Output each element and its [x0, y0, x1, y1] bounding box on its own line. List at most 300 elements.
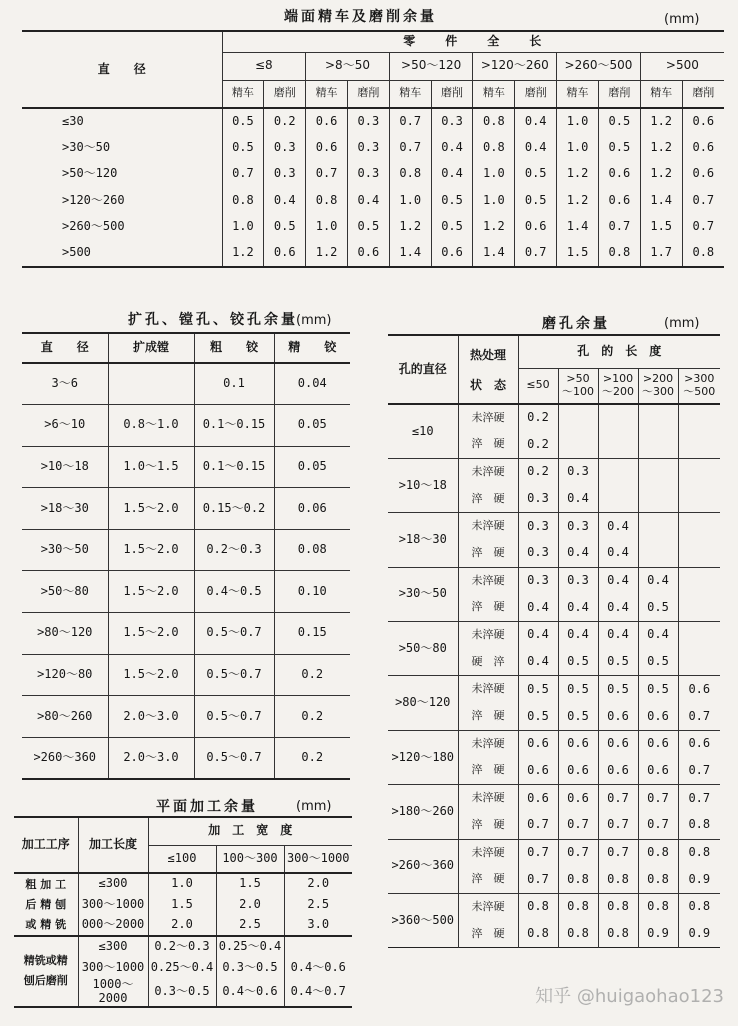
heat-label-line: 状 态: [469, 377, 506, 392]
table-cell: 0.7: [598, 785, 638, 812]
table-cell: [598, 486, 638, 513]
table-cell: 0.8: [518, 893, 558, 920]
t3-unit: (mm): [296, 799, 332, 814]
table-cell: [678, 404, 720, 431]
table-cell: 0.8～1.0: [108, 405, 194, 447]
hole-diameter-cell: >180～260: [388, 785, 458, 839]
data-row: [22, 405, 350, 447]
heat-state-cell: 淬 硬: [458, 812, 518, 839]
diameter-cell: >80～260: [22, 696, 108, 738]
table-cell: 0.1～0.15: [194, 405, 274, 447]
table-cell: 1.5～2.0: [108, 613, 194, 655]
table-cell: 0.4: [558, 540, 598, 567]
table-cell: 0.5: [598, 676, 638, 703]
table-cell: 1.0: [148, 873, 216, 894]
table-cell: 0.5: [347, 214, 389, 241]
t4-title: 磨孔余量: [542, 316, 610, 332]
heat-state-cell: 未淬硬: [458, 730, 518, 757]
t2-title: 扩孔、镗孔、铰孔余量: [128, 312, 298, 328]
table-cell: 0.15: [274, 613, 350, 655]
hole-length-line: ～500: [683, 384, 716, 398]
table-cell: [284, 936, 352, 957]
width-value: 300～1000: [284, 845, 352, 873]
table-cell: 0.4: [558, 622, 598, 649]
table-cell: 0.2: [274, 654, 350, 696]
diameter-cell: >50～120: [22, 161, 222, 188]
length-header: 加工长度: [78, 817, 148, 873]
length-group: >50～120: [389, 52, 473, 80]
column-header: 粗 铰: [194, 333, 274, 363]
table-cell: 0.3: [431, 108, 473, 135]
table-cell: 0.3: [558, 458, 598, 485]
table-cell: 0.6: [347, 241, 389, 268]
table-cell: 0.6: [638, 703, 678, 730]
table-cell: [638, 404, 678, 431]
hole-length-line: >300: [684, 372, 715, 386]
t1-title: 端面精车及磨削余量: [284, 9, 437, 25]
table-cell: 0.6: [558, 757, 598, 784]
t1-unit: (mm): [664, 12, 700, 27]
heat-state-cell: 淬 硬: [458, 757, 518, 784]
table-cell: 0.6: [431, 241, 473, 268]
table-cell: [638, 458, 678, 485]
watermark: 知乎 @huigaohao123: [535, 986, 724, 1007]
table-cell: 0.7: [518, 866, 558, 893]
heat-state-cell: 淬 硬: [458, 594, 518, 621]
t3-title: 平面加工余量: [156, 799, 258, 815]
table-cell: 0.8: [473, 108, 515, 135]
table-cell: 0.7: [222, 161, 264, 188]
table-cell: 0.7: [515, 241, 557, 268]
table-cell: [598, 404, 638, 431]
hole-length-line: >200: [642, 372, 674, 386]
diameter-cell: >260～500: [22, 214, 222, 241]
table-cell: 0.7: [692, 192, 715, 207]
table-cell: 0.5: [638, 676, 678, 703]
hole-diameter-header: 孔的直径: [388, 335, 458, 404]
table-cell: 0.6: [688, 736, 711, 751]
heat-label-line: 热处理: [469, 347, 506, 362]
table-cell: 2.0: [148, 915, 216, 936]
table-cell: 0.8: [692, 245, 715, 260]
heat-state-cell: 淬 硬: [458, 540, 518, 567]
table-cell: 0.2: [274, 696, 350, 738]
table-cell: 0.4: [598, 513, 638, 540]
table-cell: 0.8: [638, 839, 678, 866]
table-cell: 0.08: [274, 529, 350, 571]
operation-header: 精车: [389, 80, 431, 108]
table-cell: 1.2: [640, 161, 682, 188]
width-header: 加 工 宽 度: [148, 817, 352, 845]
process-line: 或 精 铣: [25, 917, 67, 931]
heat-state-cell: 未淬硬: [458, 513, 518, 540]
table-cell: 0.6: [558, 730, 598, 757]
table-cell: 0.6: [518, 730, 558, 757]
heat-state-cell: 淬 硬: [458, 703, 518, 730]
data-row: [388, 458, 720, 485]
table-cell: 0.8: [558, 921, 598, 948]
table-cell: 1.2: [222, 241, 264, 268]
process-line: 刨后磨削: [23, 974, 68, 988]
table-cell: 0.7: [638, 812, 678, 839]
table-cell: 2.0: [216, 894, 284, 915]
hole-diameter-cell: >360～500: [388, 893, 458, 947]
table-cell: 0.6: [692, 113, 715, 128]
table-cell: 0.25～0.4: [148, 957, 216, 978]
heat-state-cell: 淬 硬: [458, 866, 518, 893]
table-cell: 0.7: [306, 161, 348, 188]
table-cell: 0.5～0.7: [194, 696, 274, 738]
table-cell: 3.0: [284, 915, 352, 936]
table-cell: 0.8: [306, 188, 348, 215]
table-cell: 1.4: [557, 214, 599, 241]
table-cell: 0.5～0.7: [194, 613, 274, 655]
table-cell: 0.5: [518, 676, 558, 703]
diameter-cell: >30～50: [22, 529, 108, 571]
table-cell: 0.7: [678, 703, 720, 730]
table-cell: 0.3: [347, 135, 389, 162]
data-row: [14, 936, 352, 957]
table-cell: 0.7: [692, 219, 715, 234]
process-cell: [14, 936, 78, 1007]
table-cell: 0.7: [598, 839, 638, 866]
length-group: >8～50: [306, 52, 390, 80]
data-row: [22, 696, 350, 738]
hole-length-line: >100: [602, 372, 634, 386]
hole-length-line: >50: [566, 372, 590, 386]
table-cell: 0.7: [389, 135, 431, 162]
hole-diameter-cell: >30～50: [388, 567, 458, 621]
process-line: 后 精 刨: [25, 897, 67, 911]
table-cell: 1.0: [389, 188, 431, 215]
plane-machining-allowance-table: [14, 816, 352, 1008]
length-header: 零 件 全 长: [222, 31, 724, 52]
table-cell: 0.7: [558, 839, 598, 866]
table-cell: 1.2: [557, 188, 599, 215]
hole-length-value: [518, 368, 558, 404]
heat-state-cell: 未淬硬: [458, 458, 518, 485]
table-cell: 0.5: [598, 135, 640, 162]
length-group: >500: [640, 52, 724, 80]
table-cell: 0.7: [558, 812, 598, 839]
process-line: 粗 加 工: [25, 877, 67, 891]
table-cell: 1.0～1.5: [108, 446, 194, 488]
table-cell: 1.2: [640, 135, 682, 162]
table-cell: 0.4～0.5: [194, 571, 274, 613]
diameter-cell: >30～50: [22, 135, 222, 162]
table-cell: 0.6: [558, 785, 598, 812]
table-cell: [678, 513, 720, 540]
end-face-allowance-table: [22, 30, 724, 268]
table-cell: 0.2: [264, 108, 306, 135]
table-cell: 0.3: [347, 161, 389, 188]
table-cell: [638, 513, 678, 540]
table-cell: 0.6: [515, 214, 557, 241]
diameter-cell: >120～260: [22, 188, 222, 215]
length-cell: 300～1000: [78, 894, 148, 915]
hole-diameter-cell: >50～80: [388, 622, 458, 676]
table-cell: 2.5: [216, 915, 284, 936]
hole-diameter-cell: ≤10: [388, 404, 458, 458]
hole-diameter-cell: >18～30: [388, 513, 458, 567]
heat-state-cell: 未淬硬: [458, 893, 518, 920]
table-cell: 0.1: [194, 363, 274, 405]
table-cell: [678, 594, 720, 621]
t4-unit: (mm): [664, 316, 700, 331]
table-cell: [678, 622, 720, 649]
table-cell: 0.5: [558, 676, 598, 703]
table-cell: 0.8: [678, 812, 720, 839]
heat-treatment-header: [458, 335, 518, 404]
table-cell: 0.7: [638, 785, 678, 812]
operation-header: 磨削: [682, 80, 724, 108]
data-row: [22, 135, 724, 162]
hole-length-line: ～100: [562, 384, 594, 398]
table-cell: 0.5: [598, 649, 638, 676]
data-row: [22, 214, 724, 241]
diameter-cell: >120～80: [22, 654, 108, 696]
table-cell: 0.4: [431, 161, 473, 188]
table-cell: 0.04: [274, 363, 350, 405]
data-row: [388, 567, 720, 594]
table-cell: 0.5: [222, 108, 264, 135]
table-cell: 0.4: [558, 594, 598, 621]
data-row: [22, 737, 350, 779]
table-cell: 0.6: [692, 166, 715, 181]
data-row: [22, 571, 350, 613]
table-cell: 0.3: [518, 486, 558, 513]
table-cell: 0.15～0.2: [194, 488, 274, 530]
table-cell: 0.4: [558, 486, 598, 513]
table-cell: 0.8: [389, 161, 431, 188]
data-row: [22, 613, 350, 655]
process-cell: [14, 873, 78, 936]
data-row: [388, 404, 720, 431]
diameter-cell: 3～6: [22, 363, 108, 405]
diameter-cell: >260～360: [22, 737, 108, 779]
table-cell: [678, 458, 720, 485]
table-cell: 0.3: [558, 513, 598, 540]
table-cell: 1.4: [640, 188, 682, 215]
length-group: ≤8: [222, 52, 306, 80]
data-row: [22, 488, 350, 530]
header-row: [14, 817, 352, 845]
reaming-boring-allowance-table: [22, 332, 350, 780]
table-cell: 0.5: [515, 188, 557, 215]
hole-length-value: [598, 368, 638, 404]
length-cell: ≤300: [78, 936, 148, 957]
table-cell: 1.5: [640, 214, 682, 241]
hole-diameter-cell: >260～360: [388, 839, 458, 893]
data-row: [22, 108, 724, 135]
table-cell: 2.0: [307, 876, 330, 891]
table-cell: 0.2: [518, 404, 558, 431]
table-cell: 0.05: [274, 405, 350, 447]
hole-length-value: [678, 368, 720, 404]
table-cell: 1.5～2.0: [108, 654, 194, 696]
operation-header: 磨削: [598, 80, 640, 108]
table-cell: [598, 431, 638, 458]
table-cell: 0.6: [598, 703, 638, 730]
table-cell: 0.4: [598, 567, 638, 594]
table-cell: 0.2: [518, 458, 558, 485]
table-cell: 0.10: [274, 571, 350, 613]
table-cell: 0.5: [638, 649, 678, 676]
table-cell: 0.7: [518, 812, 558, 839]
operation-header: 磨削: [431, 80, 473, 108]
table-cell: 0.4: [638, 622, 678, 649]
table-cell: 0.7: [598, 214, 640, 241]
table-cell: 0.5: [558, 703, 598, 730]
table-cell: 0.5: [598, 108, 640, 135]
table-cell: 0.4: [431, 135, 473, 162]
table-cell: 1.2: [473, 214, 515, 241]
table-cell: 0.6: [638, 757, 678, 784]
table-cell: 0.4: [638, 567, 678, 594]
table-cell: 0.6: [598, 161, 640, 188]
table-cell: 0.6: [518, 785, 558, 812]
table-cell: 0.6: [688, 681, 711, 696]
data-row: [22, 363, 350, 405]
table-cell: 0.4～0.7: [290, 983, 346, 998]
table-cell: 0.8: [222, 188, 264, 215]
table-cell: 0.9: [688, 926, 711, 940]
hole-length-header: 孔 的 长 度: [518, 335, 720, 368]
table-cell: 2.5: [307, 896, 330, 911]
table-cell: 1.4: [389, 241, 431, 268]
table-cell: 0.6: [692, 139, 715, 154]
table-cell: 0.8: [638, 866, 678, 893]
table-cell: 0.8: [473, 135, 515, 162]
header-row: [388, 335, 720, 368]
table-cell: 0.4: [598, 540, 638, 567]
heat-state-cell: 淬 硬: [458, 486, 518, 513]
data-row: [22, 241, 724, 268]
table-cell: 0.3: [518, 540, 558, 567]
column-header: 直 径: [22, 333, 108, 363]
table-cell: 0.7: [678, 757, 720, 784]
heat-state-cell: 淬 硬: [458, 431, 518, 458]
table-cell: 0.5: [264, 214, 306, 241]
table-cell: 0.7: [688, 790, 711, 805]
table-cell: 1.7: [640, 241, 682, 268]
data-row: [22, 654, 350, 696]
operation-header: 磨削: [264, 80, 306, 108]
table-cell: 0.5～0.7: [194, 737, 274, 779]
heat-state-cell: 未淬硬: [458, 567, 518, 594]
table-cell: 1.2: [640, 108, 682, 135]
table-cell: 0.3: [264, 161, 306, 188]
length-cell: 300～1000: [78, 957, 148, 978]
table-cell: 0.3: [518, 513, 558, 540]
column-header: 扩成镗: [108, 333, 194, 363]
operation-header: 精车: [222, 80, 264, 108]
data-row: [22, 446, 350, 488]
data-row: [388, 513, 720, 540]
table-cell: 0.5: [431, 214, 473, 241]
diameter-header: 直 径: [22, 31, 222, 108]
hole-length-line: ～200: [602, 384, 634, 398]
process-header: 加工工序: [14, 817, 78, 873]
table-cell: 1.0: [306, 214, 348, 241]
table-cell: 1.5: [148, 894, 216, 915]
table-cell: 0.8: [598, 241, 640, 268]
length-cell: 1000～2000: [78, 978, 148, 1007]
operation-header: 精车: [306, 80, 348, 108]
diameter-cell: >50～80: [22, 571, 108, 613]
table-cell: 1.5～2.0: [108, 488, 194, 530]
table-cell: 0.9: [638, 921, 678, 948]
table-cell: 0.4: [515, 108, 557, 135]
table-cell: 1.4: [473, 241, 515, 268]
header-row: [22, 31, 724, 52]
table-cell: 0.5: [638, 594, 678, 621]
table-cell: 2.0～3.0: [108, 737, 194, 779]
table-cell: 0.2: [518, 431, 558, 458]
heat-state-cell: 未淬硬: [458, 839, 518, 866]
diameter-cell: >500: [22, 241, 222, 268]
table-cell: 1.5～2.0: [108, 529, 194, 571]
hole-length-value: [558, 368, 598, 404]
table-cell: 0.5: [518, 703, 558, 730]
table-cell: 0.6: [264, 241, 306, 268]
table-cell: 0.6: [598, 757, 638, 784]
data-row: [14, 873, 352, 894]
data-row: [388, 785, 720, 812]
table-cell: 0.6: [598, 730, 638, 757]
table-cell: [678, 540, 720, 567]
table-cell: 0.05: [274, 446, 350, 488]
table-cell: 2.0～3.0: [108, 696, 194, 738]
table-cell: 1.0: [557, 135, 599, 162]
table-cell: 0.8: [638, 893, 678, 920]
table-cell: 1.0: [557, 108, 599, 135]
length-cell: 000～2000: [78, 915, 148, 936]
table-cell: 1.0: [222, 214, 264, 241]
heat-state-cell: 硬 淬: [458, 649, 518, 676]
table-cell: [108, 363, 194, 405]
table-cell: 0.8: [558, 893, 598, 920]
width-value: 100～300: [216, 845, 284, 873]
heat-state-cell: 未淬硬: [458, 785, 518, 812]
table-cell: 0.8: [598, 921, 638, 948]
table-cell: [638, 540, 678, 567]
heat-state-cell: 未淬硬: [458, 404, 518, 431]
operation-header: 精车: [473, 80, 515, 108]
table-cell: 0.3: [558, 567, 598, 594]
data-row: [388, 839, 720, 866]
table-cell: 0.5: [558, 649, 598, 676]
table-cell: 0.06: [274, 488, 350, 530]
table-cell: 0.3～0.5: [148, 978, 216, 1007]
table-cell: 0.2～0.3: [194, 529, 274, 571]
table-cell: 1.2: [557, 161, 599, 188]
operation-header: 磨削: [347, 80, 389, 108]
table-cell: [678, 567, 720, 594]
table-cell: [678, 486, 720, 513]
table-cell: 0.8: [598, 893, 638, 920]
table-cell: 0.8: [598, 866, 638, 893]
table-cell: 0.2: [301, 749, 324, 764]
table-cell: 0.4: [347, 188, 389, 215]
diameter-cell: ≤30: [22, 108, 222, 135]
table-cell: 0.2～0.3: [148, 936, 216, 957]
hole-diameter-cell: >120～180: [388, 730, 458, 784]
table-cell: 0.3: [264, 135, 306, 162]
table-cell: [558, 404, 598, 431]
diameter-cell: >18～30: [22, 488, 108, 530]
table-cell: 0.1～0.15: [194, 446, 274, 488]
